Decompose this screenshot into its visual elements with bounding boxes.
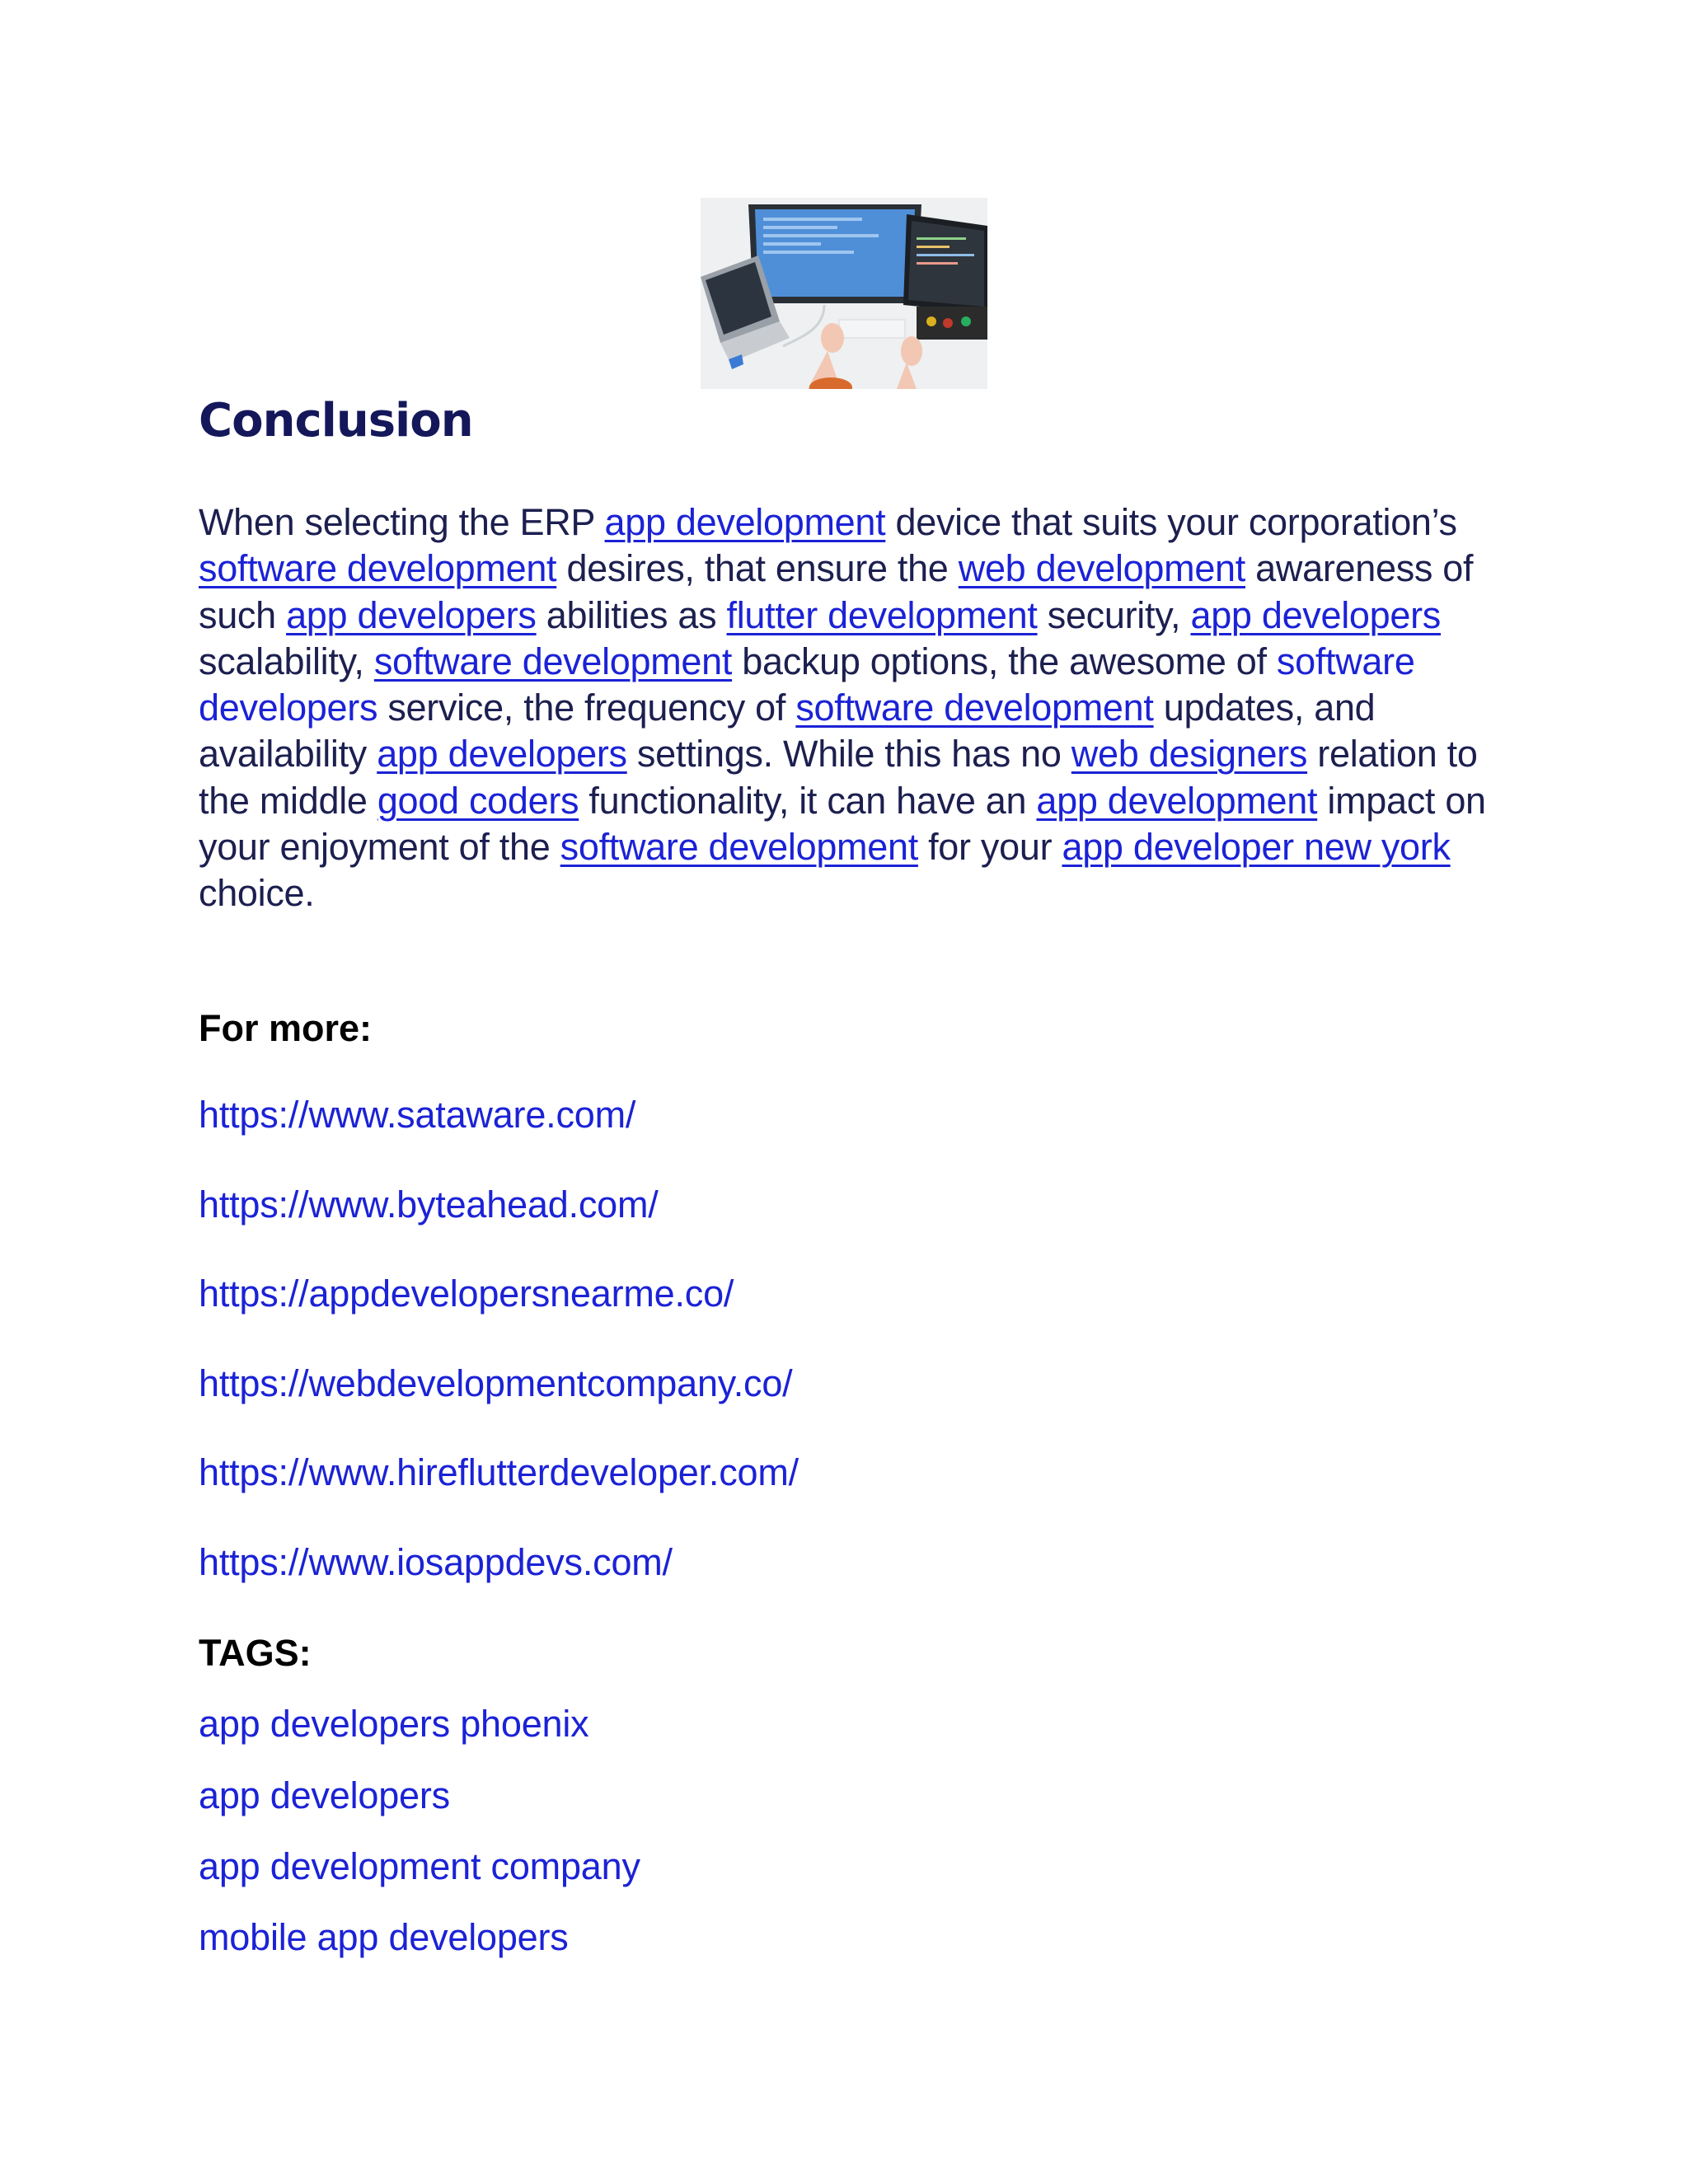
paragraph-text: backup options, the awesome of	[732, 640, 1277, 682]
paragraph-text: choice.	[199, 872, 315, 915]
inline-link[interactable]: software development	[560, 826, 918, 869]
tags-label: TAGS:	[199, 1632, 312, 1674]
paragraph-text: When selecting the ERP	[199, 501, 605, 543]
for-more-label: For more:	[199, 1007, 373, 1049]
url-link-sataware[interactable]: https://www.sataware.com/	[199, 1094, 636, 1136]
paragraph-text: functionality, it can have an	[579, 779, 1037, 822]
paragraph-text: service, the frequency of	[377, 687, 796, 729]
paragraph-text: relation to the middle	[199, 733, 1478, 822]
url-link-appdevelopersnearme[interactable]: https://appdevelopersnearme.co/	[199, 1272, 734, 1315]
inline-link[interactable]: flutter development	[726, 593, 1038, 636]
paragraph-text: for your	[917, 826, 1062, 869]
paragraph-text: security,	[1037, 593, 1191, 636]
paragraph-text: abilities as	[536, 593, 727, 636]
workstation-photo	[701, 198, 987, 389]
paragraph-text: awareness of such	[199, 547, 1474, 636]
inline-link[interactable]: web designers	[1071, 733, 1308, 776]
url-link-hireflutterdeveloper[interactable]: https://www.hireflutterdeveloper.com/	[199, 1451, 799, 1493]
inline-link[interactable]: app developers	[286, 593, 537, 636]
tag-link[interactable]: app developers	[199, 1774, 450, 1816]
inline-link[interactable]: app developers	[377, 733, 627, 776]
url-link-byteahead[interactable]: https://www.byteahead.com/	[199, 1183, 659, 1226]
tag-link[interactable]: app developers phoenix	[199, 1703, 589, 1745]
url-link-webdevelopmentcompany[interactable]: https://webdevelopmentcompany.co/	[199, 1362, 793, 1404]
url-link-iosappdevs[interactable]: https://www.iosappdevs.com/	[199, 1541, 673, 1583]
paragraph-text: settings. While this has no	[626, 733, 1071, 776]
conclusion-paragraph	[199, 499, 1493, 917]
page-title: Conclusion	[199, 394, 473, 448]
paragraph-text: desires, that ensure the	[556, 547, 959, 590]
inline-link[interactable]: good coders	[377, 779, 579, 822]
inline-link[interactable]: software developers	[199, 640, 1415, 729]
workstation-photo-illustration	[701, 198, 987, 389]
paragraph-text: device that suits your corporation’s	[885, 501, 1457, 543]
inline-link[interactable]: software development	[795, 687, 1154, 729]
tag-link[interactable]: mobile app developers	[199, 1916, 569, 1958]
inline-link[interactable]: app developer new york	[1062, 826, 1451, 869]
inline-link[interactable]: app development	[604, 501, 886, 543]
paragraph-text: scalability,	[199, 640, 374, 682]
inline-link[interactable]: web development	[958, 547, 1245, 590]
inline-link[interactable]: software development	[199, 547, 557, 590]
tag-link[interactable]: app development company	[199, 1845, 640, 1887]
paragraph-text: impact on your enjoyment of the	[199, 779, 1486, 869]
inline-link[interactable]: app development	[1036, 779, 1318, 822]
inline-link[interactable]: software development	[373, 640, 733, 682]
inline-link[interactable]: app developers	[1190, 593, 1441, 636]
paragraph-text: updates, and availability	[199, 687, 1376, 776]
